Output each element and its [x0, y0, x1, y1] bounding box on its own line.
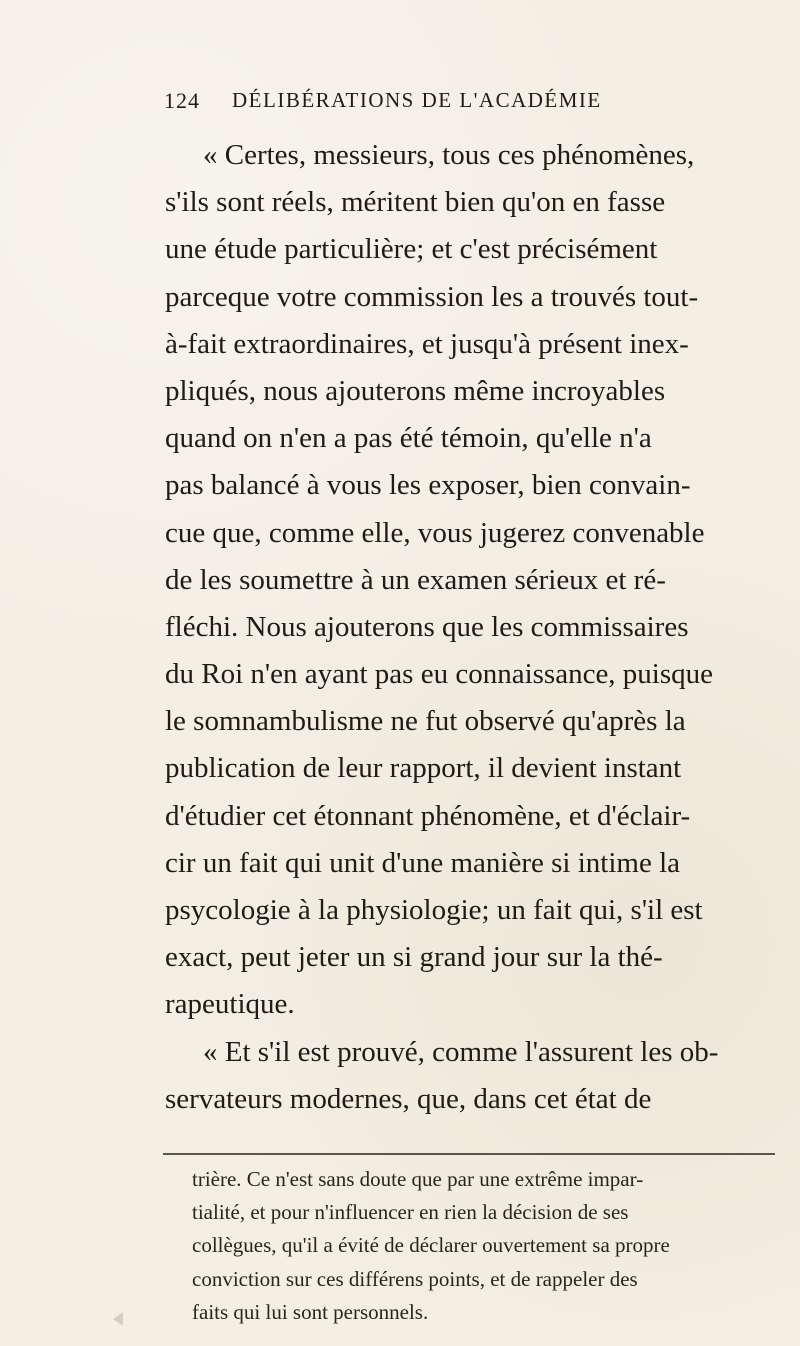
- footnote-divider: [163, 1153, 775, 1155]
- main-text-line: d'étudier cet étonnant phénomène, et d'éclair-: [165, 799, 691, 832]
- footnote-block: [192, 1163, 777, 1329]
- main-text-line: pas balancé à vous les exposer, bien convain-: [165, 469, 691, 502]
- main-text-line: exact, peut jeter un si grand jour sur la thé-: [165, 941, 663, 974]
- footnote-line: collègues, qu'il a évité de déclarer ouvertement sa propre: [192, 1233, 670, 1258]
- main-text-line: psycologie à la physiologie; un fait qui, s'il est: [165, 894, 703, 926]
- footnote-line: conviction sur ces différens points, et de rappeler des: [192, 1266, 638, 1291]
- footnote-line: trière. Ce n'est sans doute que par une extrême impar-: [192, 1167, 644, 1191]
- page-header: [164, 90, 724, 126]
- main-text-line: le somnambulisme ne fut observé qu'après la: [165, 705, 686, 738]
- main-text-line: rapeutique.: [165, 988, 295, 1021]
- main-text-line: parceque votre commission les a trouvés tout-: [165, 280, 699, 313]
- main-text-line: du Roi n'en ayant pas eu connaissance, puisque: [165, 658, 714, 691]
- main-text-line: quand on n'en a pas été témoin, qu'elle n'a: [165, 422, 652, 455]
- main-text-line: « Et s'il est prouvé, comme l'assurent les ob-: [203, 1035, 719, 1068]
- footnote-line: faits qui lui sont personnels.: [192, 1299, 429, 1324]
- main-text-line: servateurs modernes, que, dans cet état de: [165, 1082, 652, 1115]
- main-text-line: cue que, comme elle, vous jugerez convenable: [165, 516, 705, 549]
- main-text-line: s'ils sont réels, méritent bien qu'on en fasse: [165, 186, 666, 219]
- main-text-line: à-fait extraordinaires, et jusqu'à présent inex-: [165, 327, 689, 360]
- main-text-line: fléchi. Nous ajouterons que les commissaires: [165, 610, 689, 643]
- footnote-line: tialité, et pour n'influencer en rien la décision de ses: [192, 1200, 629, 1225]
- main-text-line: cir un fait qui unit d'une manière si intime la: [165, 846, 681, 879]
- main-text-line: une étude particulière; et c'est précisément: [165, 233, 658, 266]
- margin-mark: [113, 1312, 123, 1326]
- main-text-line: « Certes, messieurs, tous ces phénomènes,: [203, 139, 695, 171]
- main-text-line: de les soumettre à un examen sérieux et ré-: [165, 563, 666, 596]
- main-text-block: [165, 132, 797, 1123]
- page-number: 124: [164, 88, 200, 113]
- running-title: DÉLIBÉRATIONS DE L'ACADÉMIE: [232, 88, 602, 112]
- main-text-line: pliqués, nous ajouterons même incroyables: [165, 374, 666, 407]
- main-text-line: publication de leur rapport, il devient instant: [165, 752, 682, 785]
